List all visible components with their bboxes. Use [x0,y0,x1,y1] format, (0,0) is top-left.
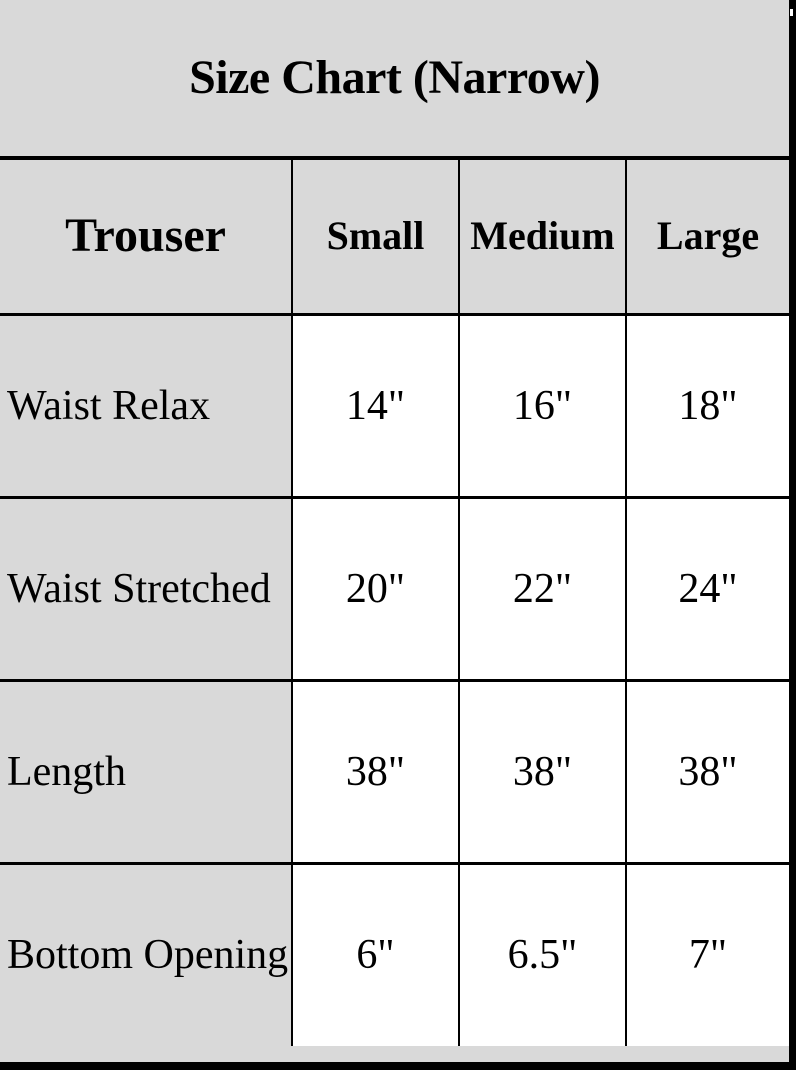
right-shadow-bar [789,0,796,1070]
scan-artifact-notch [790,9,793,16]
table-row-bottom-opening [0,863,789,1046]
cell-length-small: 38" [292,680,459,863]
bottom-shadow-bar [0,1062,796,1070]
table-row-waist-stretched [0,497,789,680]
row-label-length: Length [0,680,292,863]
column-header-medium: Medium [459,158,626,314]
cell-waist-stretched-medium: 22" [459,497,626,680]
table-row-length [0,680,789,863]
cell-bottom-opening-large: 7" [626,863,789,1046]
column-header-small: Small [292,158,459,314]
cell-length-large: 38" [626,680,789,863]
header-row [0,158,789,314]
table-row-waist-relax [0,314,789,497]
cell-waist-stretched-small: 20" [292,497,459,680]
row-label-waist-stretched: Waist Stretched [0,497,292,680]
cell-bottom-opening-medium: 6.5" [459,863,626,1046]
cell-bottom-opening-small: 6" [292,863,459,1046]
cell-waist-relax-large: 18" [626,314,789,497]
cell-length-medium: 38" [459,680,626,863]
title-row [0,0,789,158]
row-label-bottom-opening: Bottom Opening [0,863,292,1046]
cell-waist-relax-medium: 16" [459,314,626,497]
column-header-trouser: Trouser [0,158,292,314]
cell-waist-stretched-large: 24" [626,497,789,680]
chart-title: Size Chart (Narrow) [0,0,789,158]
column-header-large: Large [626,158,789,314]
cell-waist-relax-small: 14" [292,314,459,497]
row-label-waist-relax: Waist Relax [0,314,292,497]
